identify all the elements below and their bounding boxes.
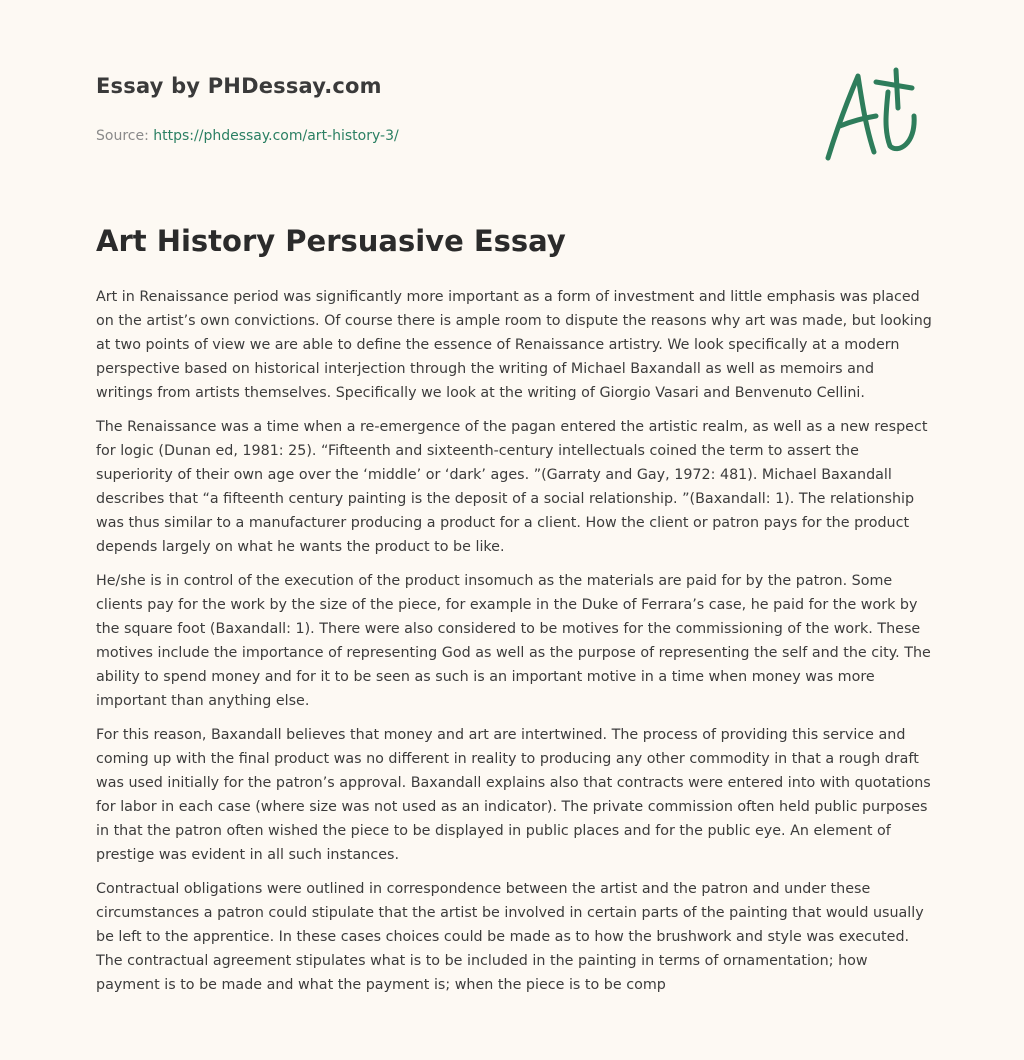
essay-paragraph: He/she is in control of the execution of the product insomuch as the materials are paid for by the patron. Some clients pay for the work by the size of the piece, for example in the Duke of Ferrara’s case, he paid for the work by the square foot (Baxandall: 1). There were also considered to be motives for the commissioning of the work. These motives include the importance of representing God as well as the purpose of representing the self and the city. The ability to spend money and for it to be seen as such is an important motive in a time when money was more important than anything else. [96, 573, 931, 709]
essay-paragraph: For this reason, Baxandall believes that money and art are intertwined. The process of providing this service and coming up with the final product was no different in reality to producing any other commodity in that a rough draft was used initially for the patron’s approval. Baxandall explains also that contracts were entered into with quotations for labor in each case (where size was not used as an indicator). The private commission often held public purposes in that the patron often wished the piece to be displayed in public places and for the public eye. An element of prestige was evident in all such instances. [96, 727, 931, 863]
essay-body [96, 285, 932, 1007]
essay-paragraph: The Renaissance was a time when a re-emergence of the pagan entered the artistic realm, as well as a new respect for logic (Dunan ed, 1981: 25). “Fifteenth and sixteenth-century intellectuals coined the term to assert the superiority of their own age over the ‘middle’ or ‘dark’ ages. ”(Garraty and Gay, 1972: 481). Michael Baxandall describes that “a fifteenth century painting is the deposit of a social relationship. ”(Baxandall: 1). The relationship was thus similar to a manufacturer producing a product for a client. How the client or patron pays for the product depends largely on what he wants the product to be like. [96, 419, 928, 555]
a-plus-grade-icon [818, 66, 928, 166]
source-link[interactable]: https://phdessay.com/art-history-3/ [153, 128, 399, 144]
essay-title: Art History Persuasive Essay [96, 224, 566, 258]
source-line [96, 128, 796, 144]
essay-paragraph: Contractual obligations were outlined in correspondence between the artist and the patron and under these circumstances a patron could stipulate that the artist be involved in certain parts of the painting that would usually be left to the apprentice. In these cases choices could be made as to how the brushwork and style was executed. The contractual agreement stipulates what is to be included in the painting in terms of ornamentation; how payment is to be made and what the payment is; when the piece is to be comp [96, 881, 924, 993]
header [96, 74, 796, 144]
essay-paragraph: Art in Renaissance period was significantly more important as a form of investment and little emphasis was placed on the artist’s own convictions. Of course there is ample room to dispute the reasons why art was made, but looking at two points of view we are able to define the essence of Renaissance artistry. We look specifically at a modern perspective based on historical interjection through the writing of Michael Baxandall as well as memoirs and writings from artists themselves. Specifically we look at the writing of Giorgio Vasari and Benvenuto Cellini. [96, 289, 932, 401]
source-label: Source: [96, 128, 149, 144]
site-brand: Essay by PHDessay.com [96, 74, 382, 98]
